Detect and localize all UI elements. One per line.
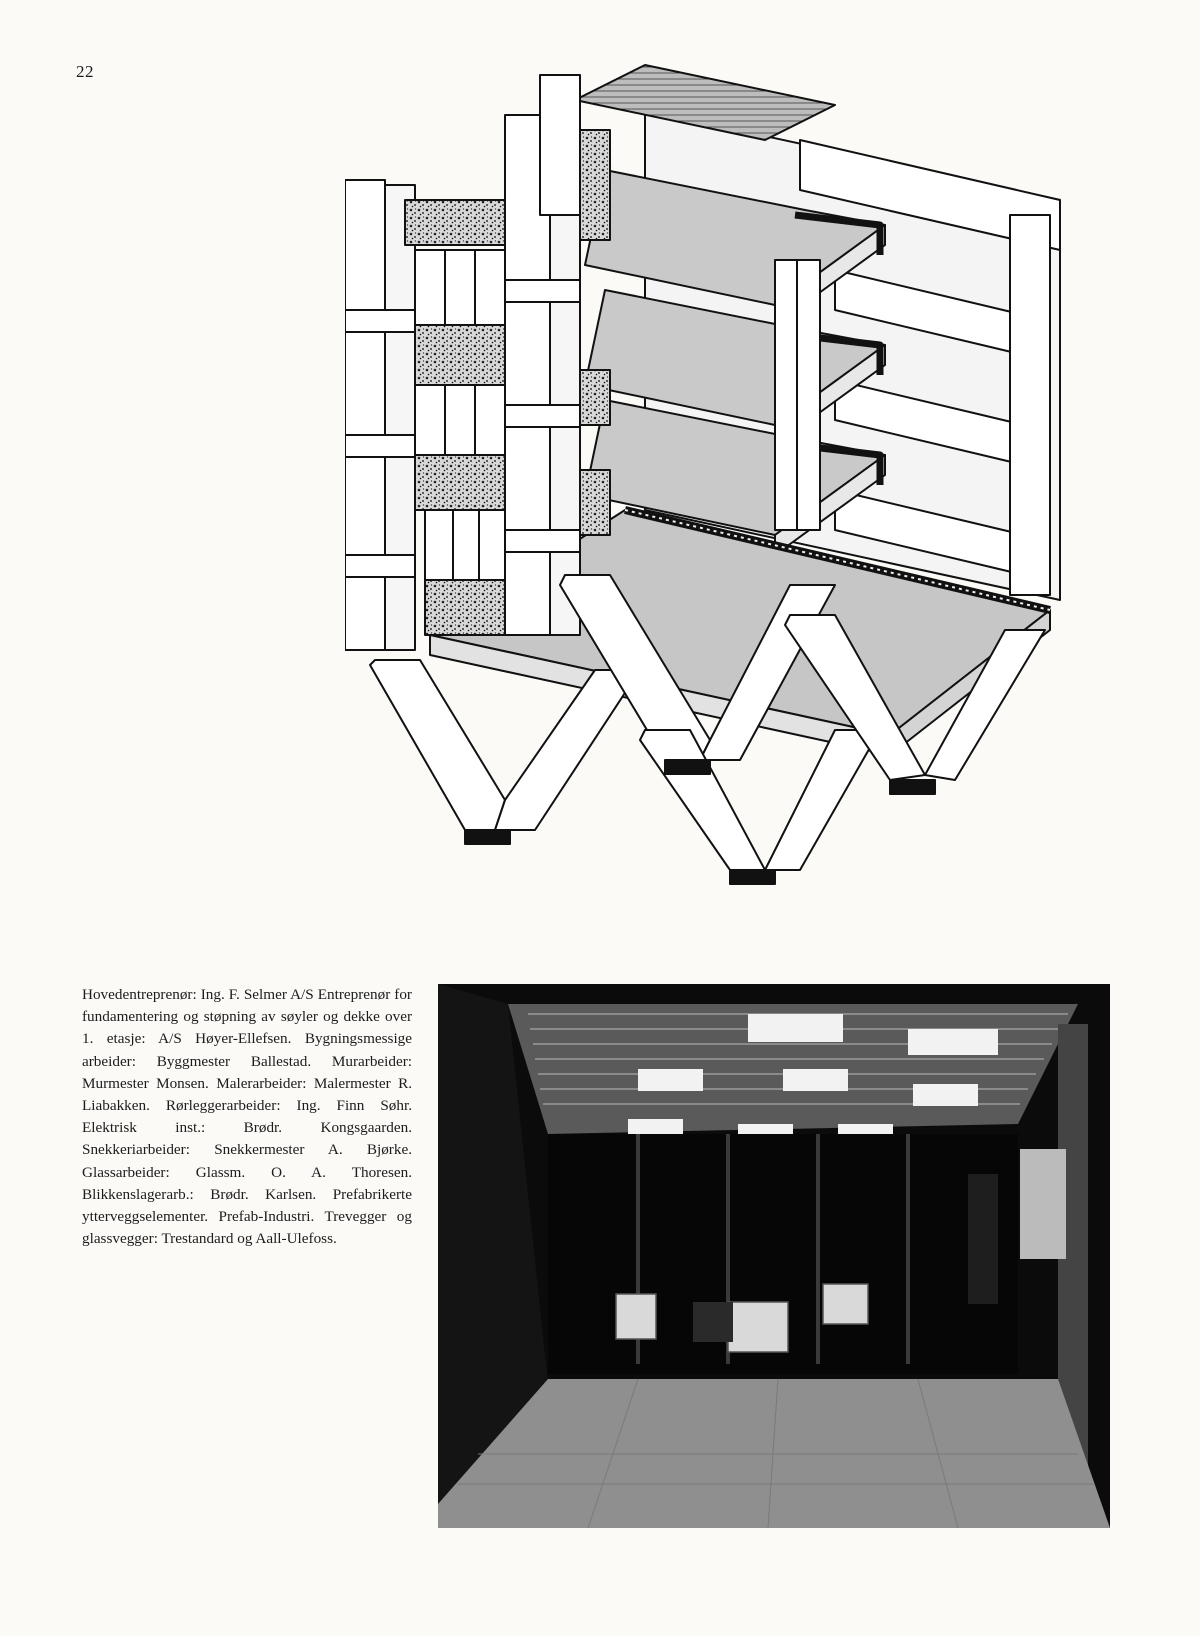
page-number: 22	[76, 62, 94, 81]
isometric-building-structure-drawing	[345, 40, 1115, 930]
contractor-credits-text: Hovedentreprenør: Ing. F. Selmer A/S Entreprenør for fundamentering og støpning av søyler og dekke over 1. etasje: A/S Høyer-Ellefsen. Bygningsmessige arbeider: Byggmester Ballestad. Murarbeider: Murmester Monsen. Malerarbeider: Malermester R. Liabakken. Rørleggerarbeider: Ing. Finn Søhr. Elektrisk inst.: Brødr. Kongsgaarden. Snekkeriarbeider: Snekkermester A. Bjørke. Glassarbeider: Glassm. O. A. Thoresen. Blikkenslagerarb.: Brødr. Karlsen. Prefabrikerte ytterveggselementer. Prefab-Industri. Trevegger og glassvegger: Trestandard og Aall-Ulefoss.	[82, 986, 412, 1248]
lobby-interior-photo	[438, 984, 1110, 1528]
